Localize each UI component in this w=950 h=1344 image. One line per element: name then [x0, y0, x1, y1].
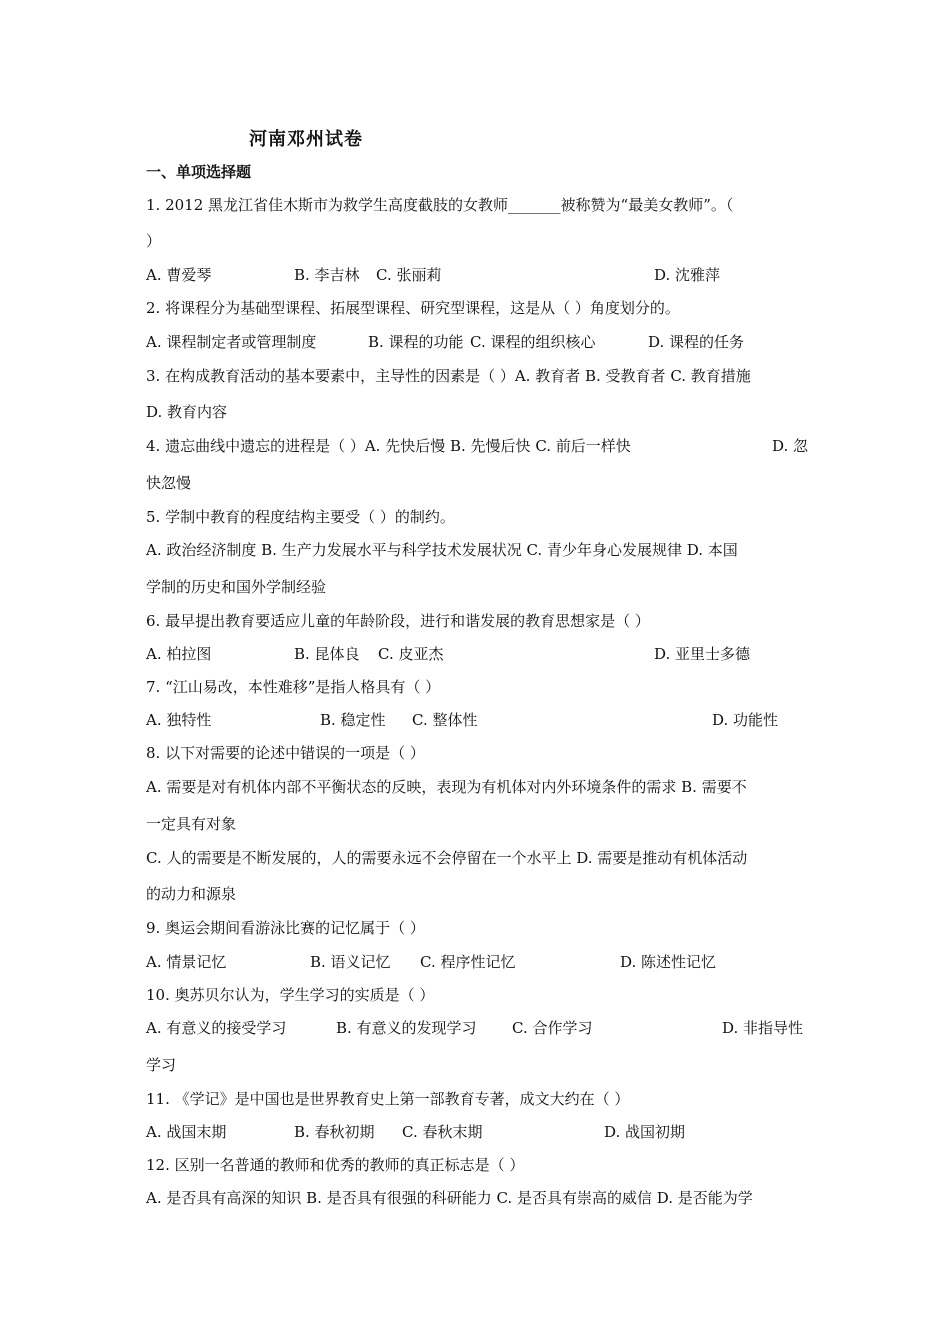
option-b: B. 稳定性	[320, 711, 386, 729]
option-c: C. 合作学习	[512, 1019, 593, 1037]
question-9: 9. 奥运会期间看游泳比赛的记忆属于（ ）	[146, 919, 425, 937]
option-a: A. 课程制定者或管理制度	[146, 333, 317, 351]
option-b: B. 有意义的发现学习	[336, 1019, 477, 1037]
option-c: C. 课程的组织核心	[470, 333, 596, 351]
question-1: 1. 2012 黑龙江省佳木斯市为救学生高度截肢的女教师_______被称赞为“最美女教师”。（	[146, 196, 734, 214]
page-title: 河南邓州试卷	[249, 129, 363, 150]
option-a: A. 独特性	[146, 711, 212, 729]
question-12-options: A. 是否具有高深的知识 B. 是否具有很强的科研能力 C. 是否具有崇高的威信 D. 是否能为学	[146, 1189, 753, 1207]
option-b: B. 昆体良	[294, 645, 360, 663]
question-5-continuation: 学制的历史和国外学制经验	[146, 578, 327, 596]
question-5: 5. 学制中教育的程度结构主要受（ ）的制约。	[146, 508, 455, 526]
question-8-option-line-4: 的动力和源泉	[146, 885, 237, 903]
question-3: 3. 在构成教育活动的基本要素中，主导性的因素是（ ）A. 教育者 B. 受教育者 C. 教育措施	[146, 367, 751, 385]
question-8-option-line-1: A. 需要是对有机体内部不平衡状态的反映，表现为有机体对内外环境条件的需求 B. 需要不	[146, 778, 747, 796]
question-4-text: 4. 遗忘曲线中遗忘的进程是（ ）A. 先快后慢 B. 先慢后快 C. 前后一样快	[146, 437, 631, 455]
question-7: 7. “江山易改，本性难移”是指人格具有（ ）	[146, 678, 441, 696]
section-heading: 一、单项选择题	[146, 163, 252, 181]
option-b: B. 李吉林	[294, 266, 360, 284]
question-8-option-line-2: 一定具有对象	[146, 815, 237, 833]
option-b: B. 课程的功能	[368, 333, 464, 351]
option-d: D. 亚里士多德	[654, 645, 751, 663]
question-1-continuation: ）	[146, 232, 162, 250]
option-a: A. 曹爱琴	[146, 266, 212, 284]
question-4-continuation: 快忽慢	[146, 474, 192, 492]
question-10-continuation: 学习	[146, 1056, 177, 1074]
option-c: C. 春秋末期	[402, 1123, 483, 1141]
question-4	[146, 435, 814, 457]
question-6: 6. 最早提出教育要适应儿童的年龄阶段，进行和谐发展的教育思想家是（ ）	[146, 612, 650, 630]
option-d: D. 非指导性	[722, 1019, 804, 1037]
option-d: D. 陈述性记忆	[620, 953, 717, 971]
option-a: A. 有意义的接受学习	[146, 1019, 287, 1037]
question-12: 12. 区别一名普通的教师和优秀的教师的真正标志是（ ）	[146, 1156, 525, 1174]
option-b: B. 语义记忆	[310, 953, 391, 971]
option-c: C. 皮亚杰	[378, 645, 444, 663]
option-c: C. 程序性记忆	[420, 953, 516, 971]
question-8: 8. 以下对需要的论述中错误的一项是（ ）	[146, 744, 425, 762]
question-3-continuation: D. 教育内容	[146, 403, 228, 421]
option-d: D. 功能性	[712, 711, 779, 729]
option-d: D. 沈雅萍	[654, 266, 721, 284]
option-c: C. 张丽莉	[376, 266, 442, 284]
option-d: D. 忽	[772, 437, 809, 455]
question-2: 2. 将课程分为基础型课程、拓展型课程、研究型课程，这是从（ ）角度划分的。	[146, 299, 680, 317]
option-a: A. 战国末期	[146, 1123, 227, 1141]
question-5-options: A. 政治经济制度 B. 生产力发展水平与科学技术发展状况 C. 青少年身心发展规律 D. 本国	[146, 541, 738, 559]
question-11: 11. 《学记》是中国也是世界教育史上第一部教育专著，成文大约在（ ）	[146, 1090, 630, 1108]
option-d: D. 战国初期	[604, 1123, 686, 1141]
option-a: A. 柏拉图	[146, 645, 212, 663]
question-8-option-line-3: C. 人的需要是不断发展的，人的需要永远不会停留在一个水平上 D. 需要是推动有机体活动	[146, 849, 748, 867]
option-d: D. 课程的任务	[648, 333, 745, 351]
option-a: A. 情景记忆	[146, 953, 227, 971]
option-c: C. 整体性	[412, 711, 478, 729]
question-10: 10. 奥苏贝尔认为，学生学习的实质是（ ）	[146, 986, 435, 1004]
option-b: B. 春秋初期	[294, 1123, 375, 1141]
